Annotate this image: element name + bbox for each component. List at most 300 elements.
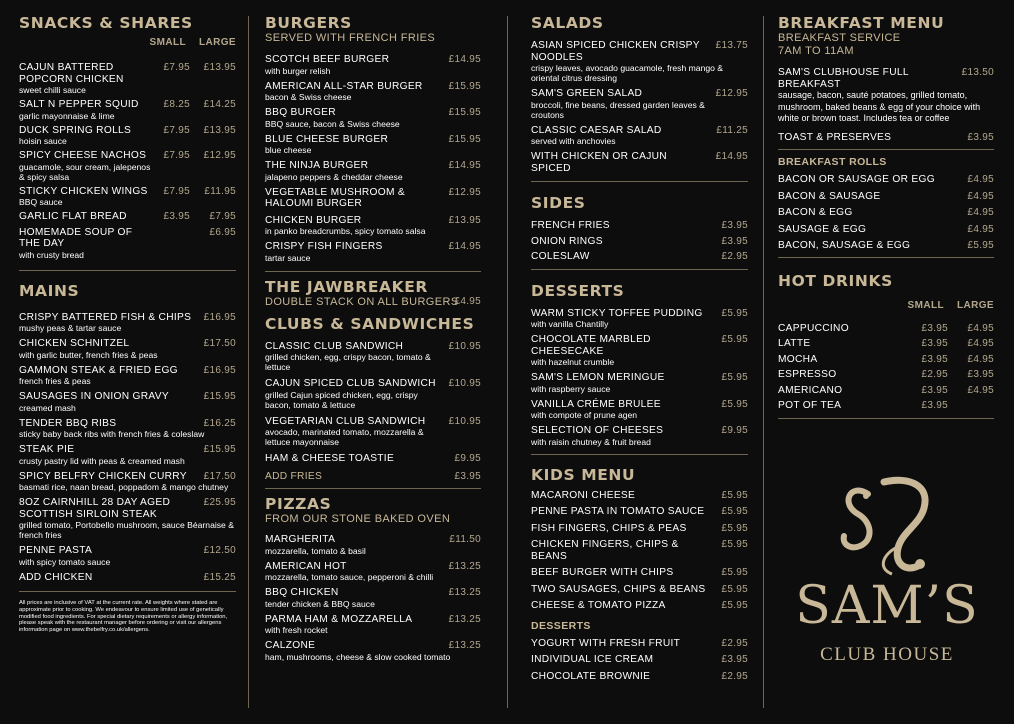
item-price: £14.95 <box>715 151 748 162</box>
menu-item <box>265 416 481 448</box>
item-name: SPICY BELFRY CHICKEN CURRY <box>19 470 187 482</box>
item-name: GARLIC FLAT BREAD <box>19 211 127 222</box>
menu-item <box>19 391 236 413</box>
price-large: £4.95 <box>967 353 994 365</box>
item-price: £5.95 <box>721 372 748 383</box>
price-small: £7.95 <box>163 124 190 136</box>
item-name: BACON & SAUSAGE <box>778 190 881 202</box>
size-header <box>778 300 994 311</box>
item-desc: garlic mayonnaise & lime <box>19 110 115 121</box>
sams-logo <box>780 474 994 674</box>
column-divider <box>507 16 508 708</box>
jawbreaker-row <box>265 296 481 309</box>
menu-item <box>778 132 994 144</box>
item-desc: sticky baby back ribs with french fries & coleslaw <box>19 429 205 439</box>
small-label: SMALL <box>907 299 944 311</box>
menu-item <box>778 67 994 125</box>
item-desc: sweet chilli sauce <box>19 85 86 95</box>
item-price: £16.25 <box>203 417 236 429</box>
salads-list <box>531 40 748 174</box>
menu-item <box>265 640 481 662</box>
item-desc: mushy peas & tartar sauce <box>19 323 122 333</box>
item-name: BEEF BURGER WITH CHIPS <box>531 567 674 578</box>
item-desc: BBQ sauce <box>19 197 63 207</box>
menu-item <box>265 160 481 182</box>
menu-item <box>531 220 748 232</box>
menu-item <box>531 88 748 120</box>
item-name: WITH CHICKEN OR CAJUN SPICED <box>531 151 667 174</box>
column-snacks-mains <box>19 14 236 714</box>
item-name: PENNE PASTA <box>19 545 93 556</box>
item-name: VEGETABLE MUSHROOM & HALOUMI BURGER <box>265 186 405 209</box>
item-name: CHICKEN SCHNITZEL <box>19 338 130 349</box>
menu-item <box>531 399 748 421</box>
item-desc: bacon & Swiss cheese <box>265 92 352 102</box>
monogram-flourish-icon <box>780 474 994 578</box>
menu-item <box>531 372 748 394</box>
item-name: SAM'S GREEN SALAD <box>531 88 643 99</box>
item-price: £2.95 <box>721 670 748 682</box>
menu-item <box>778 240 994 252</box>
item-price: £10.95 <box>448 378 481 389</box>
item-price: £13.25 <box>448 613 481 625</box>
item-price: £11.50 <box>449 534 481 545</box>
menu-item <box>19 572 236 584</box>
item-name: VEGETARIAN CLUB SANDWICH <box>265 415 426 427</box>
item-price: £13.25 <box>448 560 481 572</box>
item-name: AMERICAN HOT <box>265 560 347 572</box>
item-price: £5.95 <box>721 522 748 534</box>
item-name: AMERICAN ALL-STAR BURGER <box>265 80 423 92</box>
item-desc: mozzarella, tomato & basil <box>265 545 366 556</box>
menu-item <box>265 187 481 210</box>
item-name: FISH FINGERS, CHIPS & PEAS <box>531 522 687 534</box>
item-price: £4.95 <box>967 223 994 235</box>
drinks-list <box>778 323 994 412</box>
item-name: SAM'S LEMON MERINGUE <box>531 372 665 383</box>
item-name: CLASSIC CLUB SANDWICH <box>265 340 404 352</box>
item-price: £5.95 <box>721 506 748 517</box>
item-price: £10.95 <box>448 340 481 352</box>
large-label: LARGE <box>199 37 236 48</box>
item-price: £4.95 <box>967 174 994 185</box>
item-name: MOCHA <box>778 353 818 365</box>
item-name: DUCK SPRING ROLLS <box>19 124 132 136</box>
price-large: £12.95 <box>203 150 236 161</box>
item-name: AMERICANO <box>778 384 843 396</box>
menu-item <box>778 174 994 186</box>
menu-item <box>265 107 481 129</box>
menu-item <box>531 567 748 579</box>
item-price: £13.50 <box>961 67 994 78</box>
item-price: £14.95 <box>448 54 481 65</box>
logo-subtitle: CLUB HOUSE <box>820 644 954 665</box>
menu-item <box>531 506 748 518</box>
item-price: £15.95 <box>203 391 236 402</box>
add-fries-price: £3.95 <box>454 470 481 482</box>
item-price: £2.95 <box>721 637 748 649</box>
item-desc: creamed mash <box>19 402 76 413</box>
item-price: £13.95 <box>448 214 481 226</box>
item-desc: with compote of prune agen <box>531 410 638 420</box>
item-name: HOMEMADE SOUP OF THE DAY <box>19 226 133 249</box>
item-desc: jalapeno peppers & cheddar cheese <box>265 171 403 182</box>
price-small: £7.95 <box>163 62 190 73</box>
section-rule <box>531 269 748 270</box>
item-desc: tender chicken & BBQ sauce <box>265 598 375 609</box>
item-price: £5.95 <box>721 489 748 501</box>
large-label: LARGE <box>957 299 994 311</box>
menu-item <box>778 400 994 412</box>
item-name: SELECTION OF CHEESES <box>531 425 664 436</box>
item-price: £14.95 <box>448 241 481 252</box>
item-desc: served with anchovies <box>531 136 616 146</box>
menu-item <box>531 125 748 147</box>
item-price: £5.95 <box>721 567 748 578</box>
breakfast-service: BREAKFAST SERVICE <box>778 32 901 44</box>
item-price: £3.95 <box>721 220 748 231</box>
item-name: CAJUN BATTERED POPCORN CHICKEN <box>19 62 124 85</box>
item-price: £25.95 <box>203 497 236 508</box>
menu-item <box>19 545 236 567</box>
menu-item <box>265 341 481 373</box>
item-name: YOGURT WITH FRESH FRUIT <box>531 637 681 649</box>
item-desc: hoisin sauce <box>19 136 67 146</box>
section-rule <box>778 257 994 258</box>
pizzas-list <box>265 534 481 662</box>
section-title-snacks: SNACKS & SHARES <box>19 14 193 32</box>
item-desc: crusty pastry lid with peas & creamed mash <box>19 455 185 466</box>
price-large: £13.95 <box>203 124 236 136</box>
menu-item <box>531 600 748 612</box>
item-desc: ham, mushrooms, cheese & slow cooked tomato <box>265 651 451 662</box>
menu-item <box>265 81 481 103</box>
item-name: CHOCOLATE MARBLED CHEESECAKE <box>531 334 651 357</box>
menu-item <box>531 151 748 174</box>
item-price: £13.25 <box>448 587 481 598</box>
item-price: £9.95 <box>454 453 481 464</box>
menu-item <box>531 251 748 263</box>
item-name: THE NINJA BURGER <box>265 160 369 171</box>
menu-item <box>265 614 481 636</box>
section-subtitle-burgers: SERVED WITH FRENCH FRIES <box>265 32 436 44</box>
price-large: £4.95 <box>967 384 994 396</box>
item-name: CHEESE & TOMATO PIZZA <box>531 600 666 611</box>
menu-item <box>19 227 236 260</box>
item-price: £5.95 <box>721 583 748 595</box>
item-price: £5.95 <box>721 307 748 319</box>
menu-item <box>531 523 748 535</box>
item-name: CAPPUCCINO <box>778 322 849 334</box>
item-name: MARGHERITA <box>265 534 336 545</box>
menu-item <box>778 369 994 381</box>
item-name: 8OZ CAIRNHILL 28 DAY AGED SCOTTISH SIRLOIN STEAK <box>19 497 171 520</box>
item-price: £5.95 <box>967 240 994 251</box>
item-name: CAJUN SPICED CLUB SANDWICH <box>265 378 436 389</box>
item-desc: crispy leaves, avocado guacamole, fresh mango & oriental citrus dressing <box>531 63 724 83</box>
menu-item <box>19 365 236 387</box>
price-small: £3.95 <box>921 384 948 396</box>
item-price: £4.95 <box>967 207 994 218</box>
item-desc: broccoli, fine beans, dressed garden leaves & croutons <box>531 99 705 120</box>
menu-item <box>778 207 994 219</box>
item-price: £13.25 <box>448 640 481 651</box>
burgers-list <box>265 54 481 263</box>
item-desc: grilled Cajun spiced chicken, egg, crispy bacon, tomato & lettuce <box>265 389 418 410</box>
menu-item <box>531 539 748 562</box>
section-rule <box>19 591 236 592</box>
breakfast-rolls-title: BREAKFAST ROLLS <box>778 156 887 168</box>
section-title-sides: SIDES <box>531 194 586 212</box>
item-name: TOAST & PRESERVES <box>778 131 892 143</box>
item-desc: mozzarella, tomato sauce, pepperoni & chilli <box>265 572 434 582</box>
item-name: ASIAN SPICED CHICKEN CRISPY NOODLES <box>531 40 700 63</box>
item-desc: with raspberry sauce <box>531 383 611 394</box>
section-rule <box>531 181 748 182</box>
item-name: STICKY CHICKEN WINGS <box>19 185 148 197</box>
menu-item <box>265 241 481 263</box>
item-price: £3.95 <box>967 131 994 143</box>
menu-item <box>19 338 236 360</box>
item-name: ESPRESSO <box>778 369 837 380</box>
menu-item <box>19 471 236 493</box>
add-fries-row <box>265 471 481 483</box>
price-small: £3.95 <box>163 211 190 222</box>
item-name: MACARONI CHEESE <box>531 489 636 501</box>
item-price: £2.95 <box>721 251 748 262</box>
logo-wordmark: SAM’S <box>795 576 979 636</box>
menu-item <box>531 654 748 666</box>
item-desc: with vanilla Chantilly <box>531 319 609 329</box>
desserts-list <box>531 308 748 447</box>
section-title-burgers: BURGERS <box>265 14 352 32</box>
column-salads-kids <box>531 14 748 714</box>
section-title-desserts: DESSERTS <box>531 281 625 300</box>
price-large: £4.95 <box>967 322 994 334</box>
breakfast-hours: 7AM TO 11AM <box>778 45 854 57</box>
menu-item <box>265 561 481 583</box>
item-name: CHICKEN FINGERS, CHIPS & BEANS <box>531 539 679 562</box>
item-name: TWO SAUSAGES, CHIPS & BEANS <box>531 583 706 595</box>
item-name: PARMA HAM & MOZZARELLA <box>265 613 413 625</box>
menu-item <box>778 224 994 236</box>
price-small: £3.95 <box>921 353 948 365</box>
menu-item <box>531 671 748 683</box>
menu-item <box>265 215 481 237</box>
item-desc: with burger relish <box>265 65 331 76</box>
item-price: £4.95 <box>967 190 994 202</box>
item-price: £17.50 <box>203 338 236 349</box>
item-price: £16.95 <box>203 311 236 323</box>
item-name: COLESLAW <box>531 251 590 262</box>
price-large: £3.95 <box>967 369 994 380</box>
column-divider <box>763 16 764 708</box>
sides-list <box>531 220 748 263</box>
menu-item <box>19 418 236 440</box>
item-desc: avocado, marinated tomato, mozzarella & lettuce mayonnaise <box>265 427 424 447</box>
item-desc: guacamole, sour cream, jalepenos & spicy salsa <box>19 161 151 182</box>
size-header <box>19 37 236 48</box>
jawbreaker-subtitle: DOUBLE STACK ON ALL BURGERS <box>265 295 459 308</box>
menu-item <box>778 385 994 397</box>
item-price: £16.95 <box>203 364 236 376</box>
kids-desserts-list <box>531 638 748 683</box>
item-name: CHOCOLATE BROWNIE <box>531 670 651 682</box>
price-small: £8.25 <box>163 99 190 110</box>
price-small: £3.95 <box>921 400 948 411</box>
item-desc: sausage, bacon, sauté potatoes, grilled tomato, mushroom, baked beans & egg of your choice with white or brown toast. Includes tea or coffee <box>778 90 981 123</box>
jawbreaker-price: £4.95 <box>454 295 481 307</box>
menu-item <box>19 444 236 466</box>
item-price: £3.95 <box>721 235 748 247</box>
price-small: £2.95 <box>921 369 948 380</box>
item-desc: grilled tomato, Portobello mushroom, sauce Béarnaise & french fries <box>19 520 234 540</box>
item-name: VANILLA CRÉME BRULEE <box>531 398 661 410</box>
item-desc: blue cheese <box>265 145 312 155</box>
menu-item <box>778 191 994 203</box>
menu-item <box>19 62 236 95</box>
item-price: £12.95 <box>448 186 481 198</box>
menu-item <box>531 40 748 83</box>
item-name: BBQ CHICKEN <box>265 587 339 598</box>
price-large: £4.95 <box>967 338 994 349</box>
item-name: BLUE CHEESE BURGER <box>265 133 389 145</box>
item-price: £9.95 <box>721 425 748 436</box>
item-price: £14.95 <box>448 160 481 171</box>
item-desc: with fresh rocket <box>265 625 328 635</box>
item-price: £15.95 <box>203 444 236 455</box>
menu-item <box>531 236 748 248</box>
item-name: BBQ BURGER <box>265 107 336 118</box>
menu-item <box>265 134 481 156</box>
section-title-breakfast: BREAKFAST MENU <box>778 14 945 32</box>
item-price: £5.95 <box>721 600 748 611</box>
item-name: WARM STICKY TOFFEE PUDDING <box>531 307 703 319</box>
price-small: £3.95 <box>921 338 948 349</box>
menu-item <box>19 312 236 334</box>
section-title-salads: SALADS <box>531 14 604 32</box>
item-name: SALT N PEPPER SQUID <box>19 99 139 110</box>
section-rule <box>778 149 994 150</box>
menu-item <box>531 490 748 502</box>
item-name: CRISPY FISH FINGERS <box>265 241 383 252</box>
item-desc: grilled chicken, egg, crispy bacon, tomato & lettuce <box>265 352 431 372</box>
item-name: STEAK PIE <box>19 444 75 455</box>
price-small: £7.95 <box>163 185 190 197</box>
menu-item <box>531 425 748 447</box>
menu-item <box>531 308 748 330</box>
price-large: £7.95 <box>209 211 236 222</box>
item-name: INDIVIDUAL ICE CREAM <box>531 654 654 665</box>
item-name: ADD CHICKEN <box>19 571 93 583</box>
menu-item <box>265 54 481 76</box>
item-desc: tartar sauce <box>265 252 311 263</box>
item-price: £15.95 <box>448 107 481 118</box>
item-price: £3.95 <box>721 654 748 665</box>
item-price: £15.25 <box>203 571 236 583</box>
item-name: ONION RINGS <box>531 235 603 247</box>
item-name: SCOTCH BEEF BURGER <box>265 54 390 65</box>
item-price: £13.75 <box>715 40 748 51</box>
item-name: CHICKEN BURGER <box>265 214 362 226</box>
menu-item <box>19 211 236 223</box>
section-rule <box>19 270 236 271</box>
item-desc: BBQ sauce, bacon & Swiss cheese <box>265 118 400 129</box>
item-desc: basmati rice, naan bread, poppadom & mango chutney <box>19 482 229 492</box>
menu-item <box>19 497 236 540</box>
menu-item <box>531 584 748 596</box>
item-price: £12.50 <box>203 545 236 556</box>
menu-item <box>265 378 481 410</box>
item-name: BACON & EGG <box>778 207 853 218</box>
item-name: HAM & CHEESE TOASTIE <box>265 453 395 464</box>
item-price: £5.95 <box>721 334 748 345</box>
menu-item <box>778 354 994 366</box>
item-name: BACON, SAUSAGE & EGG <box>778 240 911 251</box>
menu-item <box>778 323 994 335</box>
menu-item <box>778 338 994 350</box>
section-title-drinks: HOT DRINKS <box>778 271 893 290</box>
menu-item <box>19 125 236 147</box>
item-desc: with crusty bread <box>19 249 84 260</box>
item-desc: with hazelnut crumble <box>531 357 615 367</box>
item-name: FRENCH FRIES <box>531 220 610 231</box>
menu-item <box>265 587 481 609</box>
add-fries-label: ADD FRIES <box>265 470 323 482</box>
item-name: SAUSAGES IN ONION GRAVY <box>19 391 169 402</box>
menu-item <box>265 453 481 465</box>
price-large: £11.95 <box>204 185 236 197</box>
section-subtitle-pizzas: FROM OUR STONE BAKED OVEN <box>265 513 451 525</box>
item-name: LATTE <box>778 338 811 349</box>
item-price: £15.95 <box>448 133 481 145</box>
item-name: PENNE PASTA IN TOMATO SAUCE <box>531 506 705 517</box>
small-label: SMALL <box>149 37 186 48</box>
section-rule <box>265 488 481 489</box>
price-large: £13.95 <box>203 62 236 73</box>
price-small: £7.95 <box>163 150 190 161</box>
item-name: TENDER BBQ RIBS <box>19 417 117 429</box>
item-name: SAUSAGE & EGG <box>778 223 867 235</box>
menu-item <box>531 638 748 650</box>
price-small: £3.95 <box>921 322 948 334</box>
column-divider <box>248 16 249 708</box>
item-price: £5.95 <box>721 398 748 410</box>
rolls-list <box>778 174 994 252</box>
section-rule <box>531 454 748 455</box>
section-title-clubs: CLUBS & SANDWICHES <box>265 314 475 333</box>
item-price: £5.95 <box>721 539 748 550</box>
column-burgers-pizzas <box>265 14 481 714</box>
kids-list <box>531 490 748 612</box>
item-price: £10.95 <box>448 415 481 427</box>
item-name: CLASSIC CAESAR SALAD <box>531 124 662 136</box>
item-desc: with raisin chutney & fruit bread <box>531 436 651 447</box>
menu-item <box>265 534 481 556</box>
item-desc: in panko breadcrumbs, spicy tomato salsa <box>265 226 426 236</box>
item-price: £12.95 <box>715 88 748 99</box>
item-name: CALZONE <box>265 640 316 651</box>
item-name: SAM'S CLUBHOUSE FULL BREAKFAST <box>778 67 909 90</box>
item-name: POT OF TEA <box>778 400 842 411</box>
menu-item <box>19 186 236 208</box>
item-name: GAMMON STEAK & FRIED EGG <box>19 364 178 376</box>
price-large: £6.95 <box>209 226 236 238</box>
section-title-pizzas: PIZZAS <box>265 495 332 513</box>
item-name: BACON OR SAUSAGE OR EGG <box>778 174 935 185</box>
item-name: CRISPY BATTERED FISH & CHIPS <box>19 311 192 323</box>
menu-item <box>19 150 236 182</box>
